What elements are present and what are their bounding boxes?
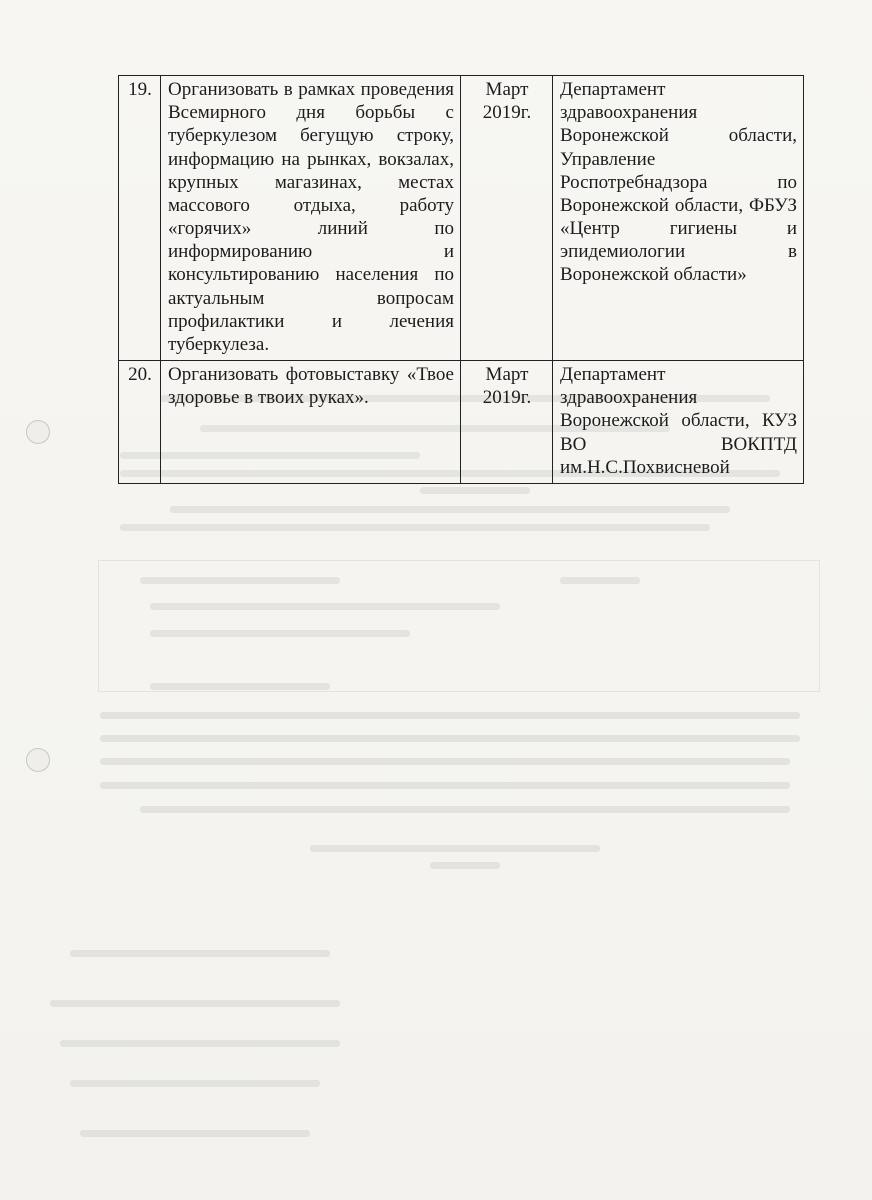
- task-description: Организовать в рамках проведения Всемирного дня борьбы с туберкулезом бегущую строку, информацию на рынках, вокзалах, крупных магазинах, местах массового отдыха, работу «горячих» линий по информированию и консультированию населения по актуальным вопросам профилактики и лечения туберкулеза.: [161, 76, 461, 361]
- events-table: [118, 75, 804, 484]
- row-number: 20.: [119, 361, 161, 484]
- responsible-organizations: Департамент здравоохранения Воронежской области, Управление Роспотребнадзора по Воронежской области, ФБУЗ «Центр гигиены и эпидемиологии в Воронежской области»: [553, 76, 804, 361]
- table-row: [119, 361, 804, 484]
- task-description: Организовать фотовыставку «Твое здоровье в твоих руках».: [161, 361, 461, 484]
- binder-hole: [26, 420, 50, 444]
- row-number: 19.: [119, 76, 161, 361]
- deadline: Март 2019г.: [461, 361, 553, 484]
- deadline: Март 2019г.: [461, 76, 553, 361]
- table-row: [119, 76, 804, 361]
- binder-hole: [26, 748, 50, 772]
- responsible-organizations: Департамент здравоохранения Воронежской области, КУЗ ВО ВОКПТД им.Н.С.Похвисневой: [553, 361, 804, 484]
